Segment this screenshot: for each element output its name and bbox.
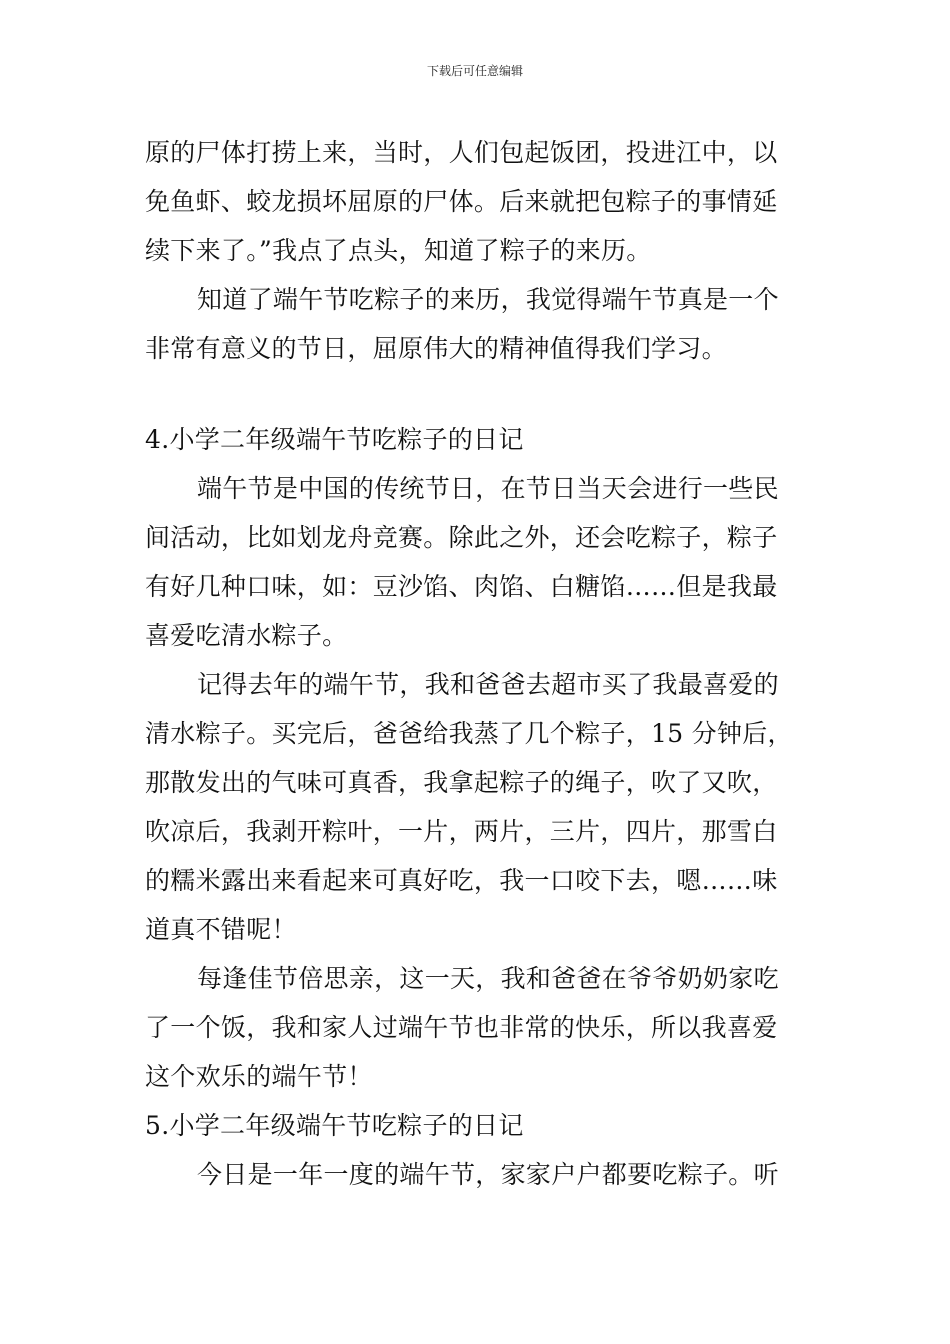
- text-line: 每逢佳节倍思亲，这一天，我和爸爸在爷爷奶奶家吃: [197, 964, 779, 993]
- paragraph: [145, 464, 810, 660]
- paragraph: [145, 275, 810, 373]
- text-line: 了一个饭，我和家人过端午节也非常的快乐，所以我喜爱: [145, 1013, 778, 1042]
- text-line: 喜爱吃清水粽子。: [145, 621, 348, 650]
- text-line: 端午节是中国的传统节日，在节日当天会进行一些民: [197, 474, 779, 503]
- text-line: 续下来了。”我点了点头，知道了粽子的来历。: [145, 236, 652, 265]
- text-line: 这个欢乐的端午节！: [145, 1062, 373, 1091]
- page-header: 下载后可任意编辑: [426, 64, 523, 78]
- text-line: 间活动，比如划龙舟竞赛。除此之外，还会吃粽子，粽子: [145, 523, 778, 552]
- section-heading-4: 4.小学二年级端午节吃粽子的日记: [145, 425, 524, 454]
- text-line: 那散发出的气味可真香，我拿起粽子的绳子，吹了又吹，: [145, 768, 778, 797]
- paragraph-continuation: [145, 128, 810, 275]
- text-line: 非常有意义的节日，屈原伟大的精神值得我们学习。: [145, 334, 727, 363]
- text-line: 今日是一年一度的端午节，家家户户都要吃粽子。听: [197, 1160, 779, 1189]
- section-heading-5: 5.小学二年级端午节吃粽子的日记: [145, 1111, 524, 1140]
- text-line: 有好几种口味，如：豆沙馅、肉馅、白糖馅……但是我最: [145, 572, 778, 601]
- text-line: 清水粽子。买完后，爸爸给我蒸了几个粽子，15 分钟后，: [145, 719, 793, 748]
- text-line: 的糯米露出来看起来可真好吃，我一口咬下去，嗯……味: [145, 866, 778, 895]
- paragraph: [145, 660, 810, 954]
- section-spacer: [145, 373, 810, 415]
- document-body: [145, 128, 810, 1199]
- text-line: 原的尸体打捞上来，当时，人们包起饭团，投进江中，以: [145, 138, 778, 167]
- text-line: 免鱼虾、蛟龙损坏屈原的尸体。后来就把包粽子的事情延: [145, 187, 778, 216]
- text-line: 道真不错呢！: [145, 915, 297, 944]
- text-line: 吹凉后，我剥开粽叶，一片，两片，三片，四片，那雪白: [145, 817, 778, 846]
- paragraph: [145, 1150, 810, 1199]
- text-line: 知道了端午节吃粽子的来历，我觉得端午节真是一个: [197, 285, 779, 314]
- paragraph: [145, 954, 810, 1101]
- text-line: 记得去年的端午节，我和爸爸去超市买了我最喜爱的: [197, 670, 779, 699]
